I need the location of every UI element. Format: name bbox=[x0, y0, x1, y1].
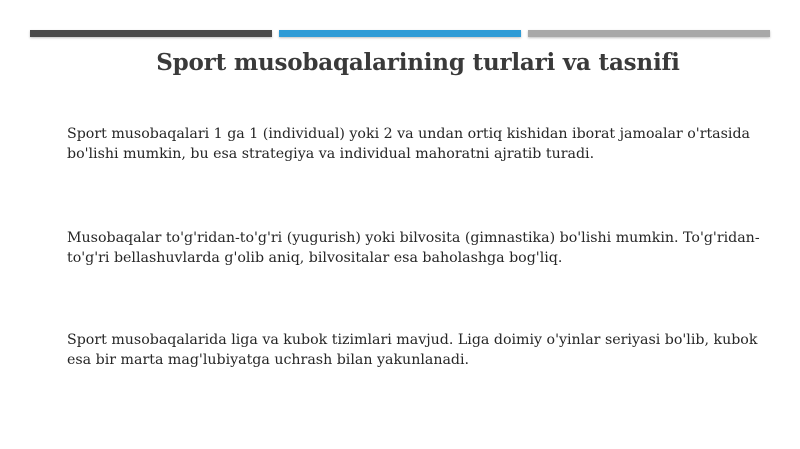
paragraph-individual-team: Sport musobaqalari 1 ga 1 (individual) yoki 2 va undan ortiq kishidan iborat jamoalar o'rtasida bo'lishi mumkin, bu esa strategiya va individual mahoratni ajratib turadi. bbox=[67, 126, 750, 162]
paragraph-direct-indirect: Musobaqalar to'g'ridan-to'g'ri (yugurish) yoki bilvosita (gimnastika) bo'lishi mumkin. To'g'ridan-to'g'ri bellashuvlarda g'olib aniq, bilvositalar esa baholashga bog'liq. bbox=[67, 230, 760, 266]
header-accent-bar-dark bbox=[30, 30, 272, 37]
header-accent-bar-gray bbox=[528, 30, 770, 37]
header-accent-bar-blue bbox=[279, 30, 521, 37]
paragraph-league-cup: Sport musobaqalarida liga va kubok tizimlari mavjud. Liga doimiy o'yinlar seriyasi bo'lib, kubok esa bir marta mag'lubiyatga uchrash bilan yakunlanadi. bbox=[67, 332, 758, 368]
slide-title: Sport musobaqalarining turlari va tasnifi bbox=[156, 49, 680, 76]
